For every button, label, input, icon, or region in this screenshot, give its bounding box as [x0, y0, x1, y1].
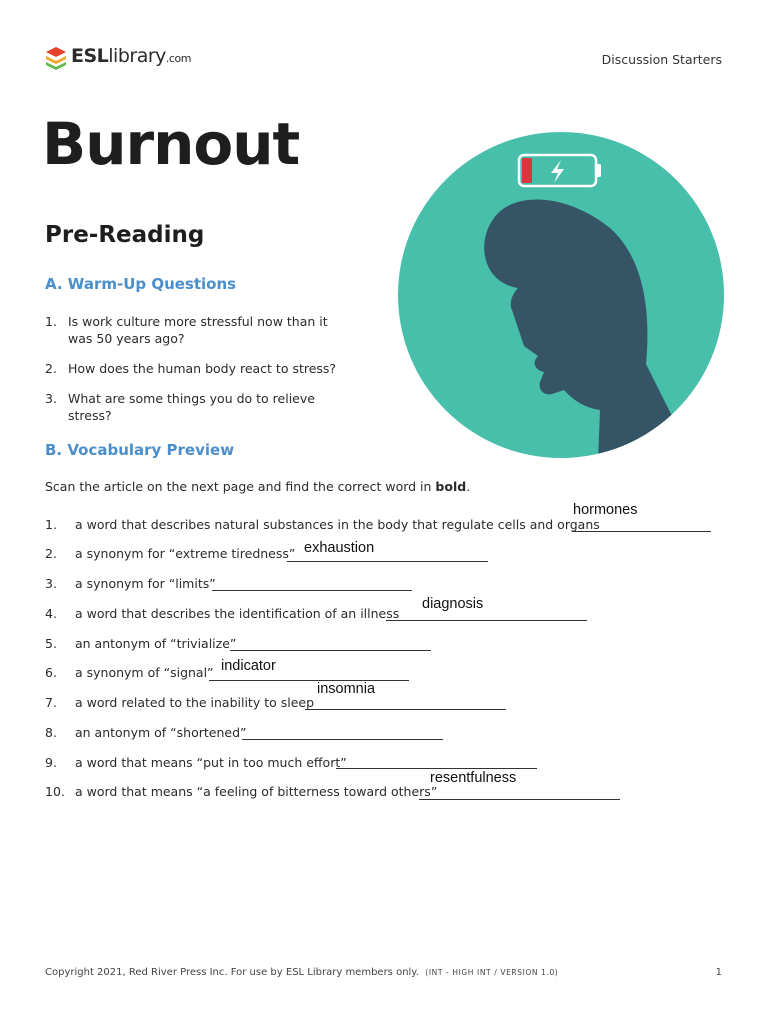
esl-library-logo — [45, 44, 191, 72]
page-number: 1 — [715, 967, 722, 978]
footer-copyright: Copyright 2021, Red River Press Inc. For use by ESL Library members only. (INT - HIGH INT / VERSION 1.0) — [45, 967, 559, 978]
answer-blank-6[interactable] — [209, 680, 409, 681]
answer-4: diagnosis — [422, 596, 484, 612]
answer-2: exhaustion — [304, 540, 375, 556]
burnout-illustration — [398, 132, 724, 458]
answer-7: insomnia — [317, 681, 376, 697]
answer-blank-5[interactable] — [230, 650, 431, 651]
page-title: Burnout — [42, 110, 300, 178]
list-item: 3. What are some things you do to relieve stress? — [45, 391, 315, 423]
head-silhouette-low-battery-icon — [398, 132, 724, 458]
vocab-heading: B. Vocabulary Preview — [45, 441, 235, 459]
vocab-instruction: Scan the article on the next page and find the correct word in bold. — [45, 479, 471, 494]
answer-blank-4[interactable] — [386, 620, 587, 621]
warmup-question-list — [45, 313, 345, 437]
answer-6: indicator — [221, 658, 276, 674]
warmup-heading: A. Warm-Up Questions — [45, 275, 237, 293]
answer-blank-8[interactable] — [242, 739, 443, 740]
answer-blank-3[interactable] — [212, 590, 412, 591]
answer-blank-2[interactable] — [287, 561, 488, 562]
list-item: 1. Is work culture more stressful now than it was 50 years ago? — [45, 314, 328, 346]
logo-wordmark: ESLlibrary.com — [71, 45, 191, 67]
series-label: Discussion Starters — [601, 52, 722, 67]
logo-stack-icon — [45, 46, 67, 70]
answer-blank-9[interactable] — [336, 768, 537, 769]
answer-1: hormones — [573, 502, 638, 518]
answer-blank-7[interactable] — [305, 709, 506, 710]
answer-blank-1[interactable] — [572, 531, 711, 532]
section-heading: Pre-Reading — [45, 222, 205, 248]
footer-level: (INT - HIGH INT / VERSION 1.0) — [425, 968, 559, 977]
answer-10: resentfulness — [430, 770, 517, 786]
list-item: 2. How does the human body react to stress? — [45, 361, 337, 376]
answer-blank-10[interactable] — [419, 799, 620, 800]
